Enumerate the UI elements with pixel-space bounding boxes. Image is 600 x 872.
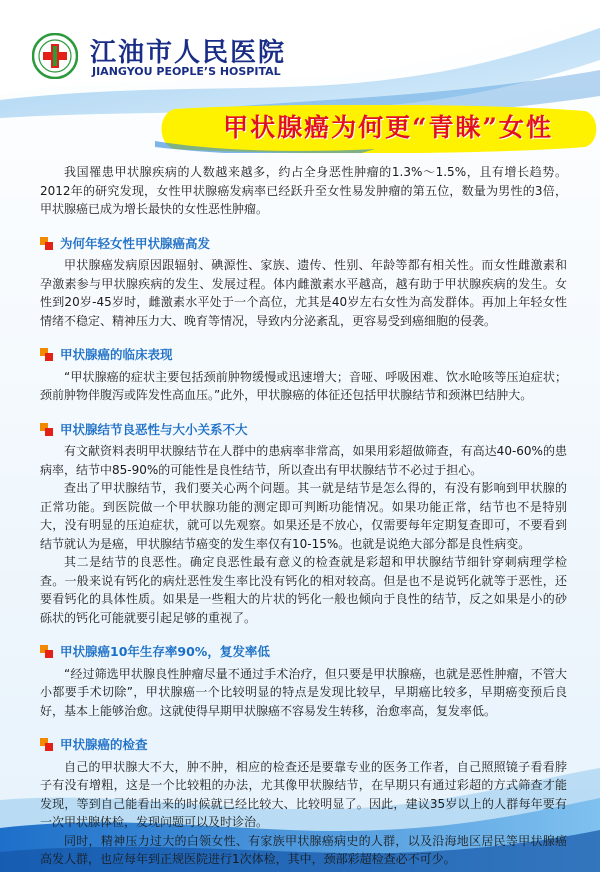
section-paragraph: “经过筛选甲状腺良性肿瘤尽量不通过手术治疗，但只要是甲状腺癌，也就是恶性肿瘤，不管大小都要手术切除”，甲状腺癌一个比较明显的特点是发现比较早，早期癌比较多，早期癌变预后良好，基本上能够治愈。这就使得早期甲状腺癌不容易发生转移，治愈率高，复发率低。: [40, 666, 567, 718]
section-heading: [40, 421, 567, 440]
section-paragraph: 自己的甲状腺大不大，肿不肿，相应的检查还是要靠专业的医务工作者，自己照照镜子看看脖子有没有增粗，这是一个比较粗的办法，尤其像甲状腺结节，在早期只有通过彩超的方式筛查才能发现，等到自己能看出来的时候就已经比较大、比较明显了。因此，建议35岁以上的人群每年要有一次甲状腺体检，发现问题可以及时诊治。: [40, 759, 567, 829]
section-heading-text: 甲状腺结节良恶性与大小关系不大: [60, 421, 248, 437]
square-bullet-icon: [40, 738, 54, 752]
section-heading-text: 甲状腺癌10年生存率90%，复发率低: [60, 644, 270, 659]
section-paragraph: 查出了甲状腺结节，我们要关心两个问题。其一就是结节是怎么得的，有没有影响到甲状腺的正常功能。到医院做一个甲状腺功能的测定即可判断功能情况。如果功能正常，结节也不是特别大，没有明显的压迫症状，就可以先观察。如果还是不放心，仅需要每年定期复查即可，不要看到结节就认为是癌，甲状腺结节癌变的发生率仅有10-15%。也就是说绝大部分都是良性病变。: [40, 481, 567, 551]
section-heading: [40, 346, 567, 365]
hospital-name-en: JIANGYOU PEOPLE’S HOSPITAL: [92, 65, 281, 78]
hospital-name-cn: 江油市人民医院: [90, 38, 287, 68]
section-clinical-signs: [40, 346, 567, 405]
section-paragraph: 其二是结节的良恶性。确定良恶性最有意义的检查就是彩超和甲状腺结节细针穿刺病理学检查。一般来说有钙化的病灶恶性发生率比没有钙化的相对较高。但是也不是说钙化就等于恶性，还要看钙化的具体性质。如果是一些粗大的片状的钙化一般也倾向于良性的结节，反之如果是小的砂砾状的钙化可能就要引起足够的重视了。: [40, 555, 567, 625]
section-heading: [40, 235, 567, 254]
section-paragraph: “甲状腺癌的症状主要包括颈前肿物缓慢或迅速增大；音哑、呼吸困难、饮水呛咳等压迫症状；颈前肿物伴腹泻或阵发性高血压。”此外，甲状腺癌的体征还包括甲状腺结节和颈淋巴结肿大。: [40, 369, 567, 402]
section-young-women: [40, 235, 567, 331]
section-survival-rate: [40, 643, 567, 720]
section-paragraph: 甲状腺癌发病原因跟辐射、碘源性、家族、遗传、性别、年龄等都有相关性。而女性雌激素和孕激素参与甲状腺疾病的发生、发展过程。体内雌激素水平越高，越有助于甲状腺疾病的发生。女性到20岁-45岁时，雌激素水平处于一个高位，尤其是40岁左右女性为高发群体。再加上年轻女性情绪不稳定、精神压力大、晚育等情况，导致内分泌紊乱，更容易受到癌细胞的侵袭。: [40, 258, 567, 328]
section-heading: [40, 736, 567, 755]
section-paragraph: 同时，精神压力过大的白领女性、有家族甲状腺癌病史的人群，以及沿海地区居民等甲状腺癌高发人群，也应每年到正规医院进行1次体检，其中，颈部彩超检查必不可少。: [40, 833, 567, 866]
section-paragraph: 有文献资料表明甲状腺结节在人群中的患病率非常高，如果用彩超做筛查，有高达40-60%的患病率，结节中85-90%的可能性是良性结节，所以查出有甲状腺结节不必过于担心。: [40, 444, 567, 477]
square-bullet-icon: [40, 237, 54, 251]
square-bullet-icon: [40, 423, 54, 437]
section-examination: [40, 736, 567, 869]
hospital-cross-logo-icon: [32, 33, 78, 79]
square-bullet-icon: [40, 348, 54, 362]
section-heading: [40, 643, 567, 662]
section-heading-text: 甲状腺癌的临床表现: [60, 347, 173, 362]
square-bullet-icon: [40, 645, 54, 659]
section-nodule-size: [40, 421, 567, 628]
intro-paragraph: 我国罹患甲状腺疾病的人数越来越多，约占全身恶性肿瘤的1.3%～1.5%，且有增长趋势。2012年的研究发现，女性甲状腺癌发病率已经跃升至女性易发肿瘤的第五位，数量为男性的3倍，甲状腺癌已成为增长最快的女性恶性肿瘤。: [40, 165, 567, 216]
section-heading-text: 甲状腺癌的检查: [60, 737, 148, 752]
section-heading-text: 为何年轻女性甲状腺癌高发: [60, 235, 211, 251]
article-body: [40, 163, 567, 869]
page-title: 甲状腺癌为何更“青睐”女性: [223, 113, 553, 142]
